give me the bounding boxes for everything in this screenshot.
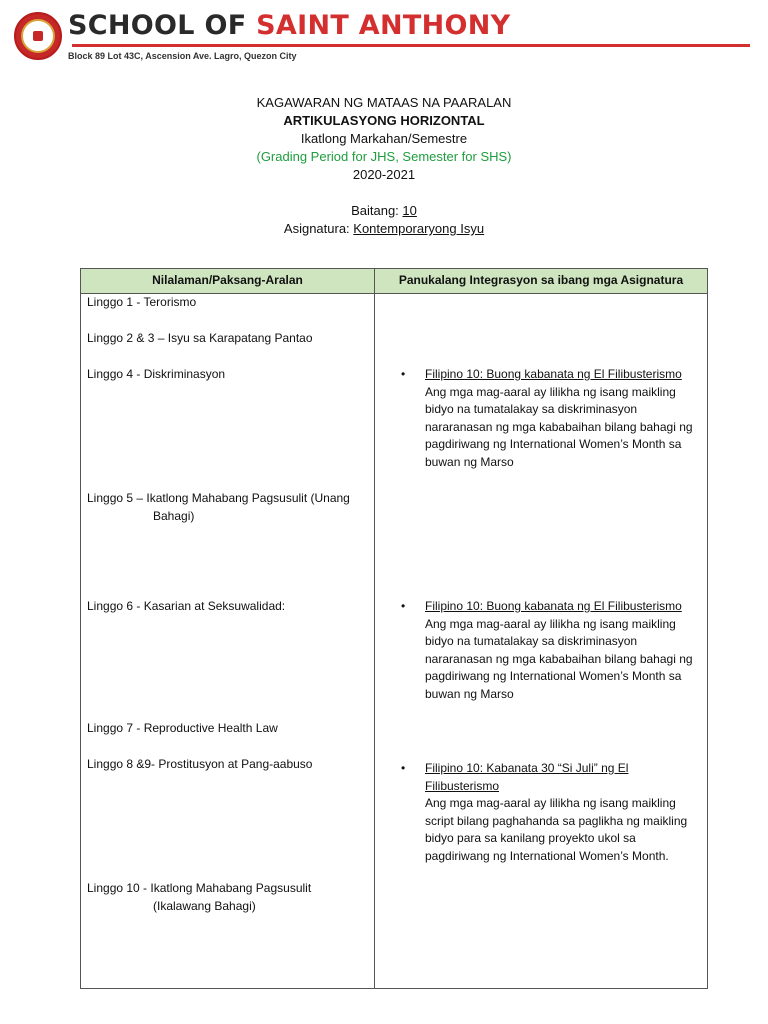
topic-week-7 [87, 720, 278, 738]
period-note: (Grading Period for JHS, Semester for SHS) [256, 149, 512, 164]
integration-item-3 [401, 760, 701, 865]
topic-text: Linggo 2 & 3 – Isyu sa Karapatang Pantao [87, 331, 313, 345]
logo-ring [21, 19, 55, 53]
subject-label: Asignatura: [283, 221, 354, 236]
topic-week-5 [87, 490, 350, 525]
table-header-row [81, 269, 708, 294]
topic-text: Linggo 4 - Diskriminasyon [87, 367, 226, 381]
integration-text: Ang mga mag-aaral ay lilikha ng isang maikling script bilang paghahanda sa paglikha ng maikling bidyo para sa kanilang proyekto ukol sa pagdiriwang ng International Women’s Month. [425, 796, 688, 863]
integration-item-2 [401, 598, 701, 703]
integration-text: Ang mga mag-aaral ay lilikha ng isang maikling bidyo na tumatalakay sa diskriminasyon nararanasan ng mga kababaihan bilang bahagi ng pagdiriwang ng International Women’s Month sa buwan ng Marso [425, 616, 693, 701]
spacer [0, 184, 768, 202]
period-title: Ikatlong Markahan/Semestre [300, 131, 468, 146]
department-title: KAGAWARAN NG MATAAS NA PAARALAN [256, 95, 512, 110]
topic-week-1 [87, 294, 196, 312]
integration-heading: Filipino 10: Buong kabanata ng El Filibusterismo [425, 599, 682, 613]
table-row [81, 294, 708, 989]
school-name-part1: SCHOOL OF [68, 10, 257, 41]
topic-text: Linggo 10 - Ikatlong Mahabang Pagsusulit [87, 881, 312, 895]
subject-value: Kontemporaryong Isyu [353, 221, 485, 236]
topic-week-2-3 [87, 330, 313, 348]
header-integration: Panukalang Integrasyon sa ibang mga Asignatura [375, 269, 708, 294]
bullet-icon: • [401, 599, 406, 613]
integration-heading: Filipino 10: Buong kabanata ng El Filibusterismo [425, 367, 682, 381]
subject-line [0, 220, 768, 238]
topic-text: Linggo 1 - Terorismo [87, 295, 197, 309]
document-title: ARTIKULASYONG HORIZONTAL [283, 113, 485, 128]
header-divider [72, 44, 750, 47]
topic-text: Linggo 5 – Ikatlong Mahabang Pagsusulit (Unang [87, 491, 350, 505]
grade-value: 10 [402, 203, 417, 218]
topic-text: Linggo 6 - Kasarian at Seksuwalidad: [87, 599, 286, 613]
topic-week-4 [87, 366, 225, 384]
topics-cell [81, 294, 375, 989]
topic-text: Linggo 8 &9- Prostitusyon at Pang-aabuso [87, 757, 313, 771]
topic-week-8-9 [87, 756, 312, 774]
integration-text: Ang mga mag-aaral ay lilikha ng isang maikling bidyo na tumatalakay sa diskriminasyon nararanasan ng mga kababaihan bilang bahagi ng pagdiriwang ng International Women’s Month sa buwan ng Marso [425, 384, 693, 469]
grade-label: Baitang: [351, 203, 403, 218]
school-year: 2020-2021 [352, 167, 416, 182]
bullet-icon: • [401, 761, 406, 775]
school-name-part2: SAINT ANTHONY [256, 10, 511, 41]
topic-week-6 [87, 598, 285, 616]
grade-line [0, 202, 768, 220]
topic-text-cont: (Ikalawang Bahagi) [153, 898, 256, 913]
topic-text-cont: Bahagi) [153, 508, 195, 523]
school-address: Block 89 Lot 43C, Ascension Ave. Lagro, Quezon City [68, 51, 297, 61]
school-logo [14, 12, 62, 60]
topic-week-10 [87, 880, 311, 915]
integration-cell [375, 294, 708, 989]
logo-emblem [33, 31, 43, 41]
school-name [68, 10, 510, 41]
header-topics: Nilalaman/Paksang-Aralan [81, 269, 375, 294]
integration-heading: Filipino 10: Kabanata 30 “Si Juli” ng El Filibusterismo [425, 761, 629, 793]
integration-item-1 [401, 366, 701, 471]
curriculum-table [80, 268, 708, 989]
bullet-icon: • [401, 367, 406, 381]
topic-text: Linggo 7 - Reproductive Health Law [87, 721, 278, 735]
title-block [0, 94, 768, 238]
